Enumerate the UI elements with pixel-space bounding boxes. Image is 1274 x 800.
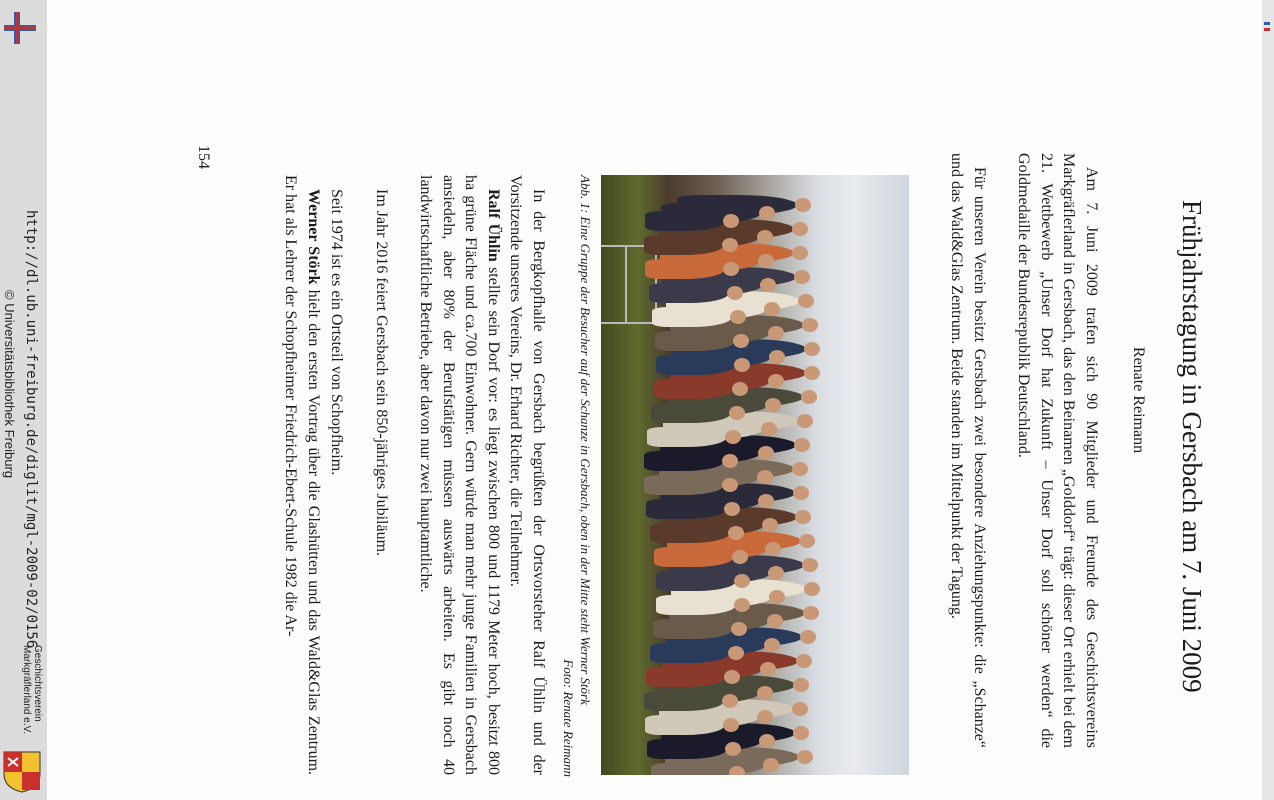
photo-person-head xyxy=(757,710,773,724)
page-number: 154 xyxy=(195,145,212,169)
photo-person-head xyxy=(795,510,811,524)
photo-person-head xyxy=(802,318,818,332)
photo-person xyxy=(647,427,727,447)
photo-person-head xyxy=(798,294,814,308)
paragraph-village-text: stellte sein Dorf vor: es liegt zwischen 800 und 1179 Meter hoch, besitzt 800 ha grüne Fläche und ca.700 Einwohner. Gern würde man mehr junge Familien in Gersbach ansiedeln, aber 80% der Berufstätigen müssen auswärts arbeiten. Es gibt noch 40 landwirtschaftliche Betriebe, aber davon nur zwei hauptamtliche. xyxy=(417,175,502,775)
photo-person-head xyxy=(727,286,743,300)
photo-person xyxy=(647,739,727,759)
photo-person xyxy=(644,451,724,471)
photo-person-head xyxy=(722,478,738,492)
photo-person-head xyxy=(761,422,777,436)
paragraph-welcome-text: In der Bergkopfhalle von Gersbach begrüßten der Ortsvorsteher Ralf Ühlin und der Vorsitzende unseres Vereins, Dr. Erhard Richter, die Teilnehmer. xyxy=(507,175,547,775)
photo-person-head xyxy=(765,542,781,556)
photo-person xyxy=(644,475,724,495)
paragraph-intro-text: Am 7. Juni 2009 trafen sich 90 Mitglieder und Freunde des Geschichtsvereins Markgräflerland in Gersbach, das den Beinamen „Golddorf“ trägt: dieser Ort erhielt bei dem 21. Wettbewerb „Unser Dorf hat Zukunft – Unser Dorf soll schöner werden“ die Goldmedaille der Bundesrepublik Deutschland. xyxy=(1015,153,1100,748)
paragraph-welcome xyxy=(504,175,549,775)
photo-person-head xyxy=(723,214,739,228)
photo-person-head xyxy=(759,206,775,220)
photo-person xyxy=(650,643,730,663)
photo-person xyxy=(654,547,734,567)
scanned-page xyxy=(47,0,1262,800)
photo-person-head xyxy=(797,750,813,764)
photo-person-head xyxy=(757,686,773,700)
photo-person-head xyxy=(729,766,745,775)
photo-person-head xyxy=(732,382,748,396)
photo-person-head xyxy=(801,390,817,404)
right-edge-mark xyxy=(1262,20,1272,40)
photo-person-head xyxy=(758,494,774,508)
footer-strip xyxy=(0,0,47,800)
photo-person xyxy=(652,307,732,327)
photo-person-head xyxy=(762,518,778,532)
photo-person-head xyxy=(795,198,811,212)
photo-person xyxy=(656,595,736,615)
photo-person-head xyxy=(722,694,738,708)
photo-person-head xyxy=(769,590,785,604)
photo-person xyxy=(645,259,725,279)
photo-person-head xyxy=(799,534,815,548)
photo-person-head xyxy=(800,630,816,644)
photo-credit: Foto: Renate Reimann xyxy=(561,659,576,777)
photo-person-head xyxy=(722,454,738,468)
paragraph-attractions xyxy=(945,153,990,748)
photo-person-head xyxy=(769,350,785,364)
photo-person-head xyxy=(733,334,749,348)
photo-person-head xyxy=(804,366,820,380)
viewer-right-strip xyxy=(1262,0,1274,800)
photo-person-head xyxy=(768,326,784,340)
photo-person-head xyxy=(767,614,783,628)
photo-person-head xyxy=(768,374,784,388)
photo-person-head xyxy=(758,446,774,460)
photo-person-head xyxy=(760,662,776,676)
photo-person xyxy=(645,715,725,735)
photo-person-head xyxy=(734,358,750,372)
photo-person xyxy=(656,571,736,591)
photo-person-head xyxy=(757,230,773,244)
paragraph-attractions-text: Für unseren Verein besitzt Gersbach zwei besondere Anziehungspunkte: die „Schanze“ und das Wald&Glas Zentrum. Beide standen im Mittelpunkt der Tagung. xyxy=(948,153,988,748)
photo-person-head xyxy=(724,502,740,516)
photo-person-head xyxy=(803,606,819,620)
paragraph-jubilee xyxy=(370,175,393,775)
photo-person-head xyxy=(763,758,779,772)
photo-person-head xyxy=(723,718,739,732)
photo-person xyxy=(646,667,726,687)
article-title: Frühjahrstagung in Gersbach am 7. Juni 2009 xyxy=(1177,200,1207,693)
paragraph-intro xyxy=(1012,153,1102,748)
photo-person-head xyxy=(758,254,774,268)
photo-person-head xyxy=(796,654,812,668)
photo-person-head xyxy=(734,598,750,612)
photo-person xyxy=(644,691,724,711)
publisher-name: Geschichtsverein Markgräflerland e.V. xyxy=(21,645,43,735)
photo-caption-text: Abb. 1: Eine Gruppe der Besucher auf der Schanze in Gersbach, oben in der Mitte steht Werner Störk xyxy=(578,175,593,705)
photo-person xyxy=(654,379,734,399)
photo-person xyxy=(656,355,736,375)
photo-person xyxy=(650,523,730,543)
photo-person xyxy=(646,499,726,519)
photo-person-head xyxy=(792,462,808,476)
photo-person xyxy=(651,403,731,423)
photo-person-head xyxy=(724,670,740,684)
photo-person-head xyxy=(759,734,775,748)
photo-person-head xyxy=(797,414,813,428)
photo-person-head xyxy=(760,278,776,292)
photo-person-head xyxy=(728,526,744,540)
photo-person-head xyxy=(725,742,741,756)
rotated-page-content xyxy=(47,0,1262,800)
photo-person-head xyxy=(794,270,810,284)
photo-person-head xyxy=(792,222,808,236)
photo-person-head xyxy=(722,238,738,252)
photo-person-head xyxy=(802,558,818,572)
name-ralf-uehlin: Ralf Ühlin xyxy=(485,189,502,262)
paragraph-village xyxy=(414,175,504,775)
group-photo xyxy=(601,175,909,775)
photo-person-head xyxy=(792,246,808,260)
photo-person-head xyxy=(732,550,748,564)
source-url[interactable]: http://dl.ub.uni-freiburg.de/diglit/mgl-2009-02/0156 xyxy=(23,210,39,649)
photo-person-head xyxy=(730,310,746,324)
photo-person-head xyxy=(764,638,780,652)
photo-person-head xyxy=(804,582,820,596)
photo-person-head xyxy=(731,622,747,636)
photo-person xyxy=(644,235,724,255)
photo-person xyxy=(655,331,735,351)
paragraph-district xyxy=(325,175,348,775)
photo-person-head xyxy=(729,406,745,420)
paragraph-jubilee-text: Im Jahr 2016 feiert Gersbach sein 850-jähriges Jubiläum. xyxy=(373,189,390,557)
photo-person-head xyxy=(768,566,784,580)
photo-person-head xyxy=(764,302,780,316)
paragraph-lecture xyxy=(279,175,324,775)
photo-person-head xyxy=(725,430,741,444)
photo-person xyxy=(649,283,729,303)
photo-person xyxy=(645,211,725,231)
article-author: Renate Reimann xyxy=(1130,346,1147,454)
photo-caption xyxy=(560,175,594,777)
photo-person-head xyxy=(723,262,739,276)
photo-person-head xyxy=(792,702,808,716)
photo-person-head xyxy=(728,646,744,660)
photo-person-head xyxy=(734,574,750,588)
paragraph-lecture-text: hielt den ersten Vortrag über die Glashütten und das Wald&Glas Zentrum. Er hat als Lehrer der Schopfheimer Friedrich-Ebert-Schule 1982 die Ar- xyxy=(282,175,322,776)
copyright-notice: © Universitätsbibliothek Freiburg xyxy=(2,290,17,479)
photo-person-head xyxy=(765,398,781,412)
name-werner-stoerk: Werner Störk xyxy=(305,189,322,285)
photo-person-head xyxy=(793,486,809,500)
photo-person xyxy=(653,619,733,639)
photo-person-head xyxy=(757,470,773,484)
photo-person-head xyxy=(794,438,810,452)
paragraph-district-text: Seit 1974 ist es ein Ortsteil von Schopfheim. xyxy=(328,189,345,476)
photo-person-head xyxy=(793,726,809,740)
photo-person-head xyxy=(804,342,820,356)
photo-person-head xyxy=(793,678,809,692)
